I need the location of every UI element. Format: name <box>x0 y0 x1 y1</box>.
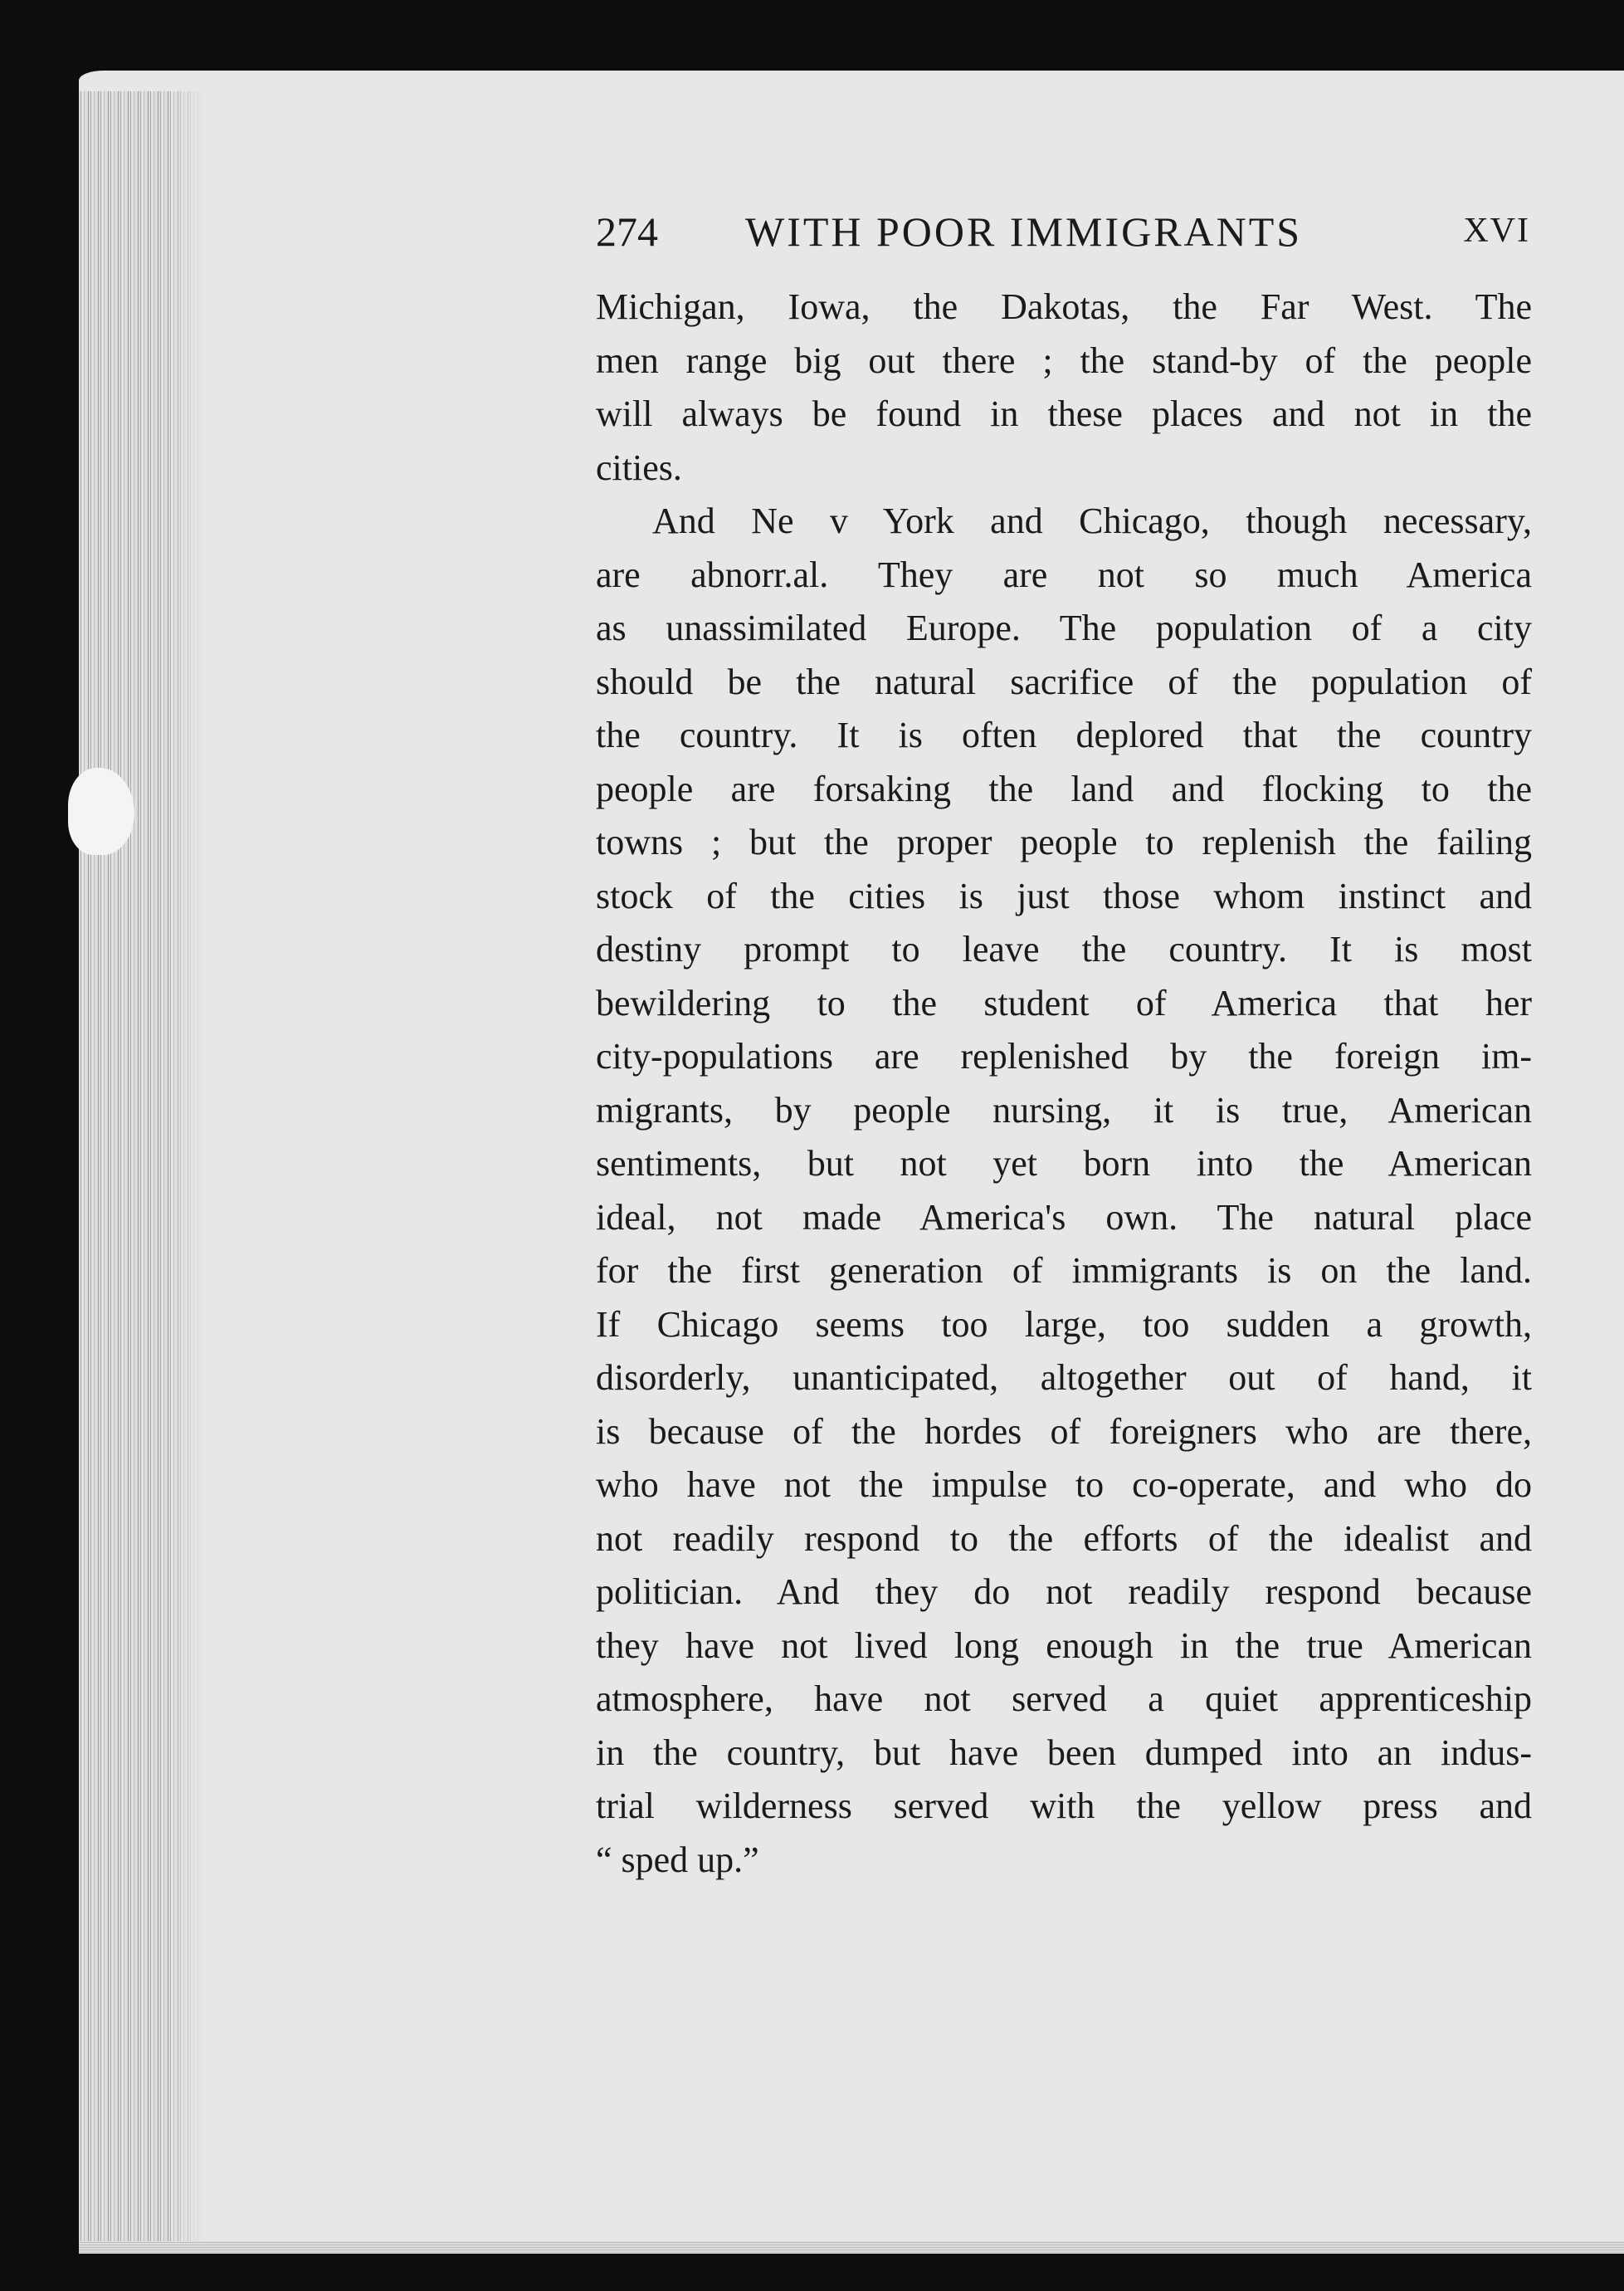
page-number: 274 <box>596 208 658 255</box>
text-line: bewildering to the student of America that her <box>596 982 1532 1023</box>
text-line: city-populations are replenished by the foreign im- <box>596 1036 1532 1077</box>
text-line: stock of the cities is just those whom instinct and <box>596 875 1532 916</box>
text-line: If Chicago seems too large, too sudden a growth, <box>596 1303 1532 1345</box>
text-line: cities. <box>596 447 682 488</box>
text-line: atmosphere, have not served a quiet apprenticeship <box>596 1678 1532 1719</box>
text-line: is because of the hordes of foreigners who are there, <box>596 1410 1532 1452</box>
text-line: men range big out there ; the stand-by of the people <box>596 339 1532 381</box>
text-line: not readily respond to the efforts of the idealist and <box>596 1517 1532 1559</box>
text-line: the country. It is often deplored that the country <box>596 715 1532 755</box>
running-header <box>596 208 1530 266</box>
text-line: in the country, but have been dumped into an indus- <box>596 1732 1532 1773</box>
text-line: migrants, by people nursing, it is true, American <box>596 1089 1532 1131</box>
text-line: And Ne v York and Chicago, though necessary, <box>652 501 1532 541</box>
page-edges <box>79 91 203 2249</box>
text-line: destiny prompt to leave the country. It is most <box>596 929 1532 970</box>
running-title: WITH POOR IMMIGRANTS <box>745 208 1303 255</box>
text-line: “ sped up.” <box>596 1839 759 1880</box>
text-line: who have not the impulse to co-operate, and who do <box>596 1464 1532 1505</box>
text-line: Michigan, Iowa, the Dakotas, the Far West. The <box>596 286 1532 327</box>
chapter-number: XVI <box>1463 212 1530 250</box>
text-line: people are forsaking the land and flocking to the <box>596 768 1532 809</box>
page-tear-mark <box>68 768 134 855</box>
text-line: towns ; but the proper people to replenish the failing <box>596 822 1532 862</box>
text-line: sentiments, but not yet born into the American <box>596 1143 1532 1184</box>
text-line: they have not lived long enough in the true American <box>596 1624 1532 1666</box>
text-line: as unassimilated Europe. The population of a city <box>596 608 1532 648</box>
text-line: trial wilderness served with the yellow press and <box>596 1785 1532 1826</box>
text-line: will always be found in these places and not in the <box>596 393 1532 434</box>
text-line: ideal, not made America's own. The natural place <box>596 1196 1532 1238</box>
text-line: should be the natural sacrifice of the population of <box>596 661 1532 702</box>
text-line: for the first generation of immigrants is on the land. <box>596 1250 1532 1291</box>
page-bottom-edge <box>79 2241 1624 2253</box>
text-line: politician. And they do not readily respond because <box>596 1571 1532 1612</box>
body-text <box>596 281 1532 1887</box>
text-line: disorderly, unanticipated, altogether out of hand, it <box>596 1357 1532 1398</box>
text-line: are abnorr.al. They are not so much America <box>596 554 1532 595</box>
